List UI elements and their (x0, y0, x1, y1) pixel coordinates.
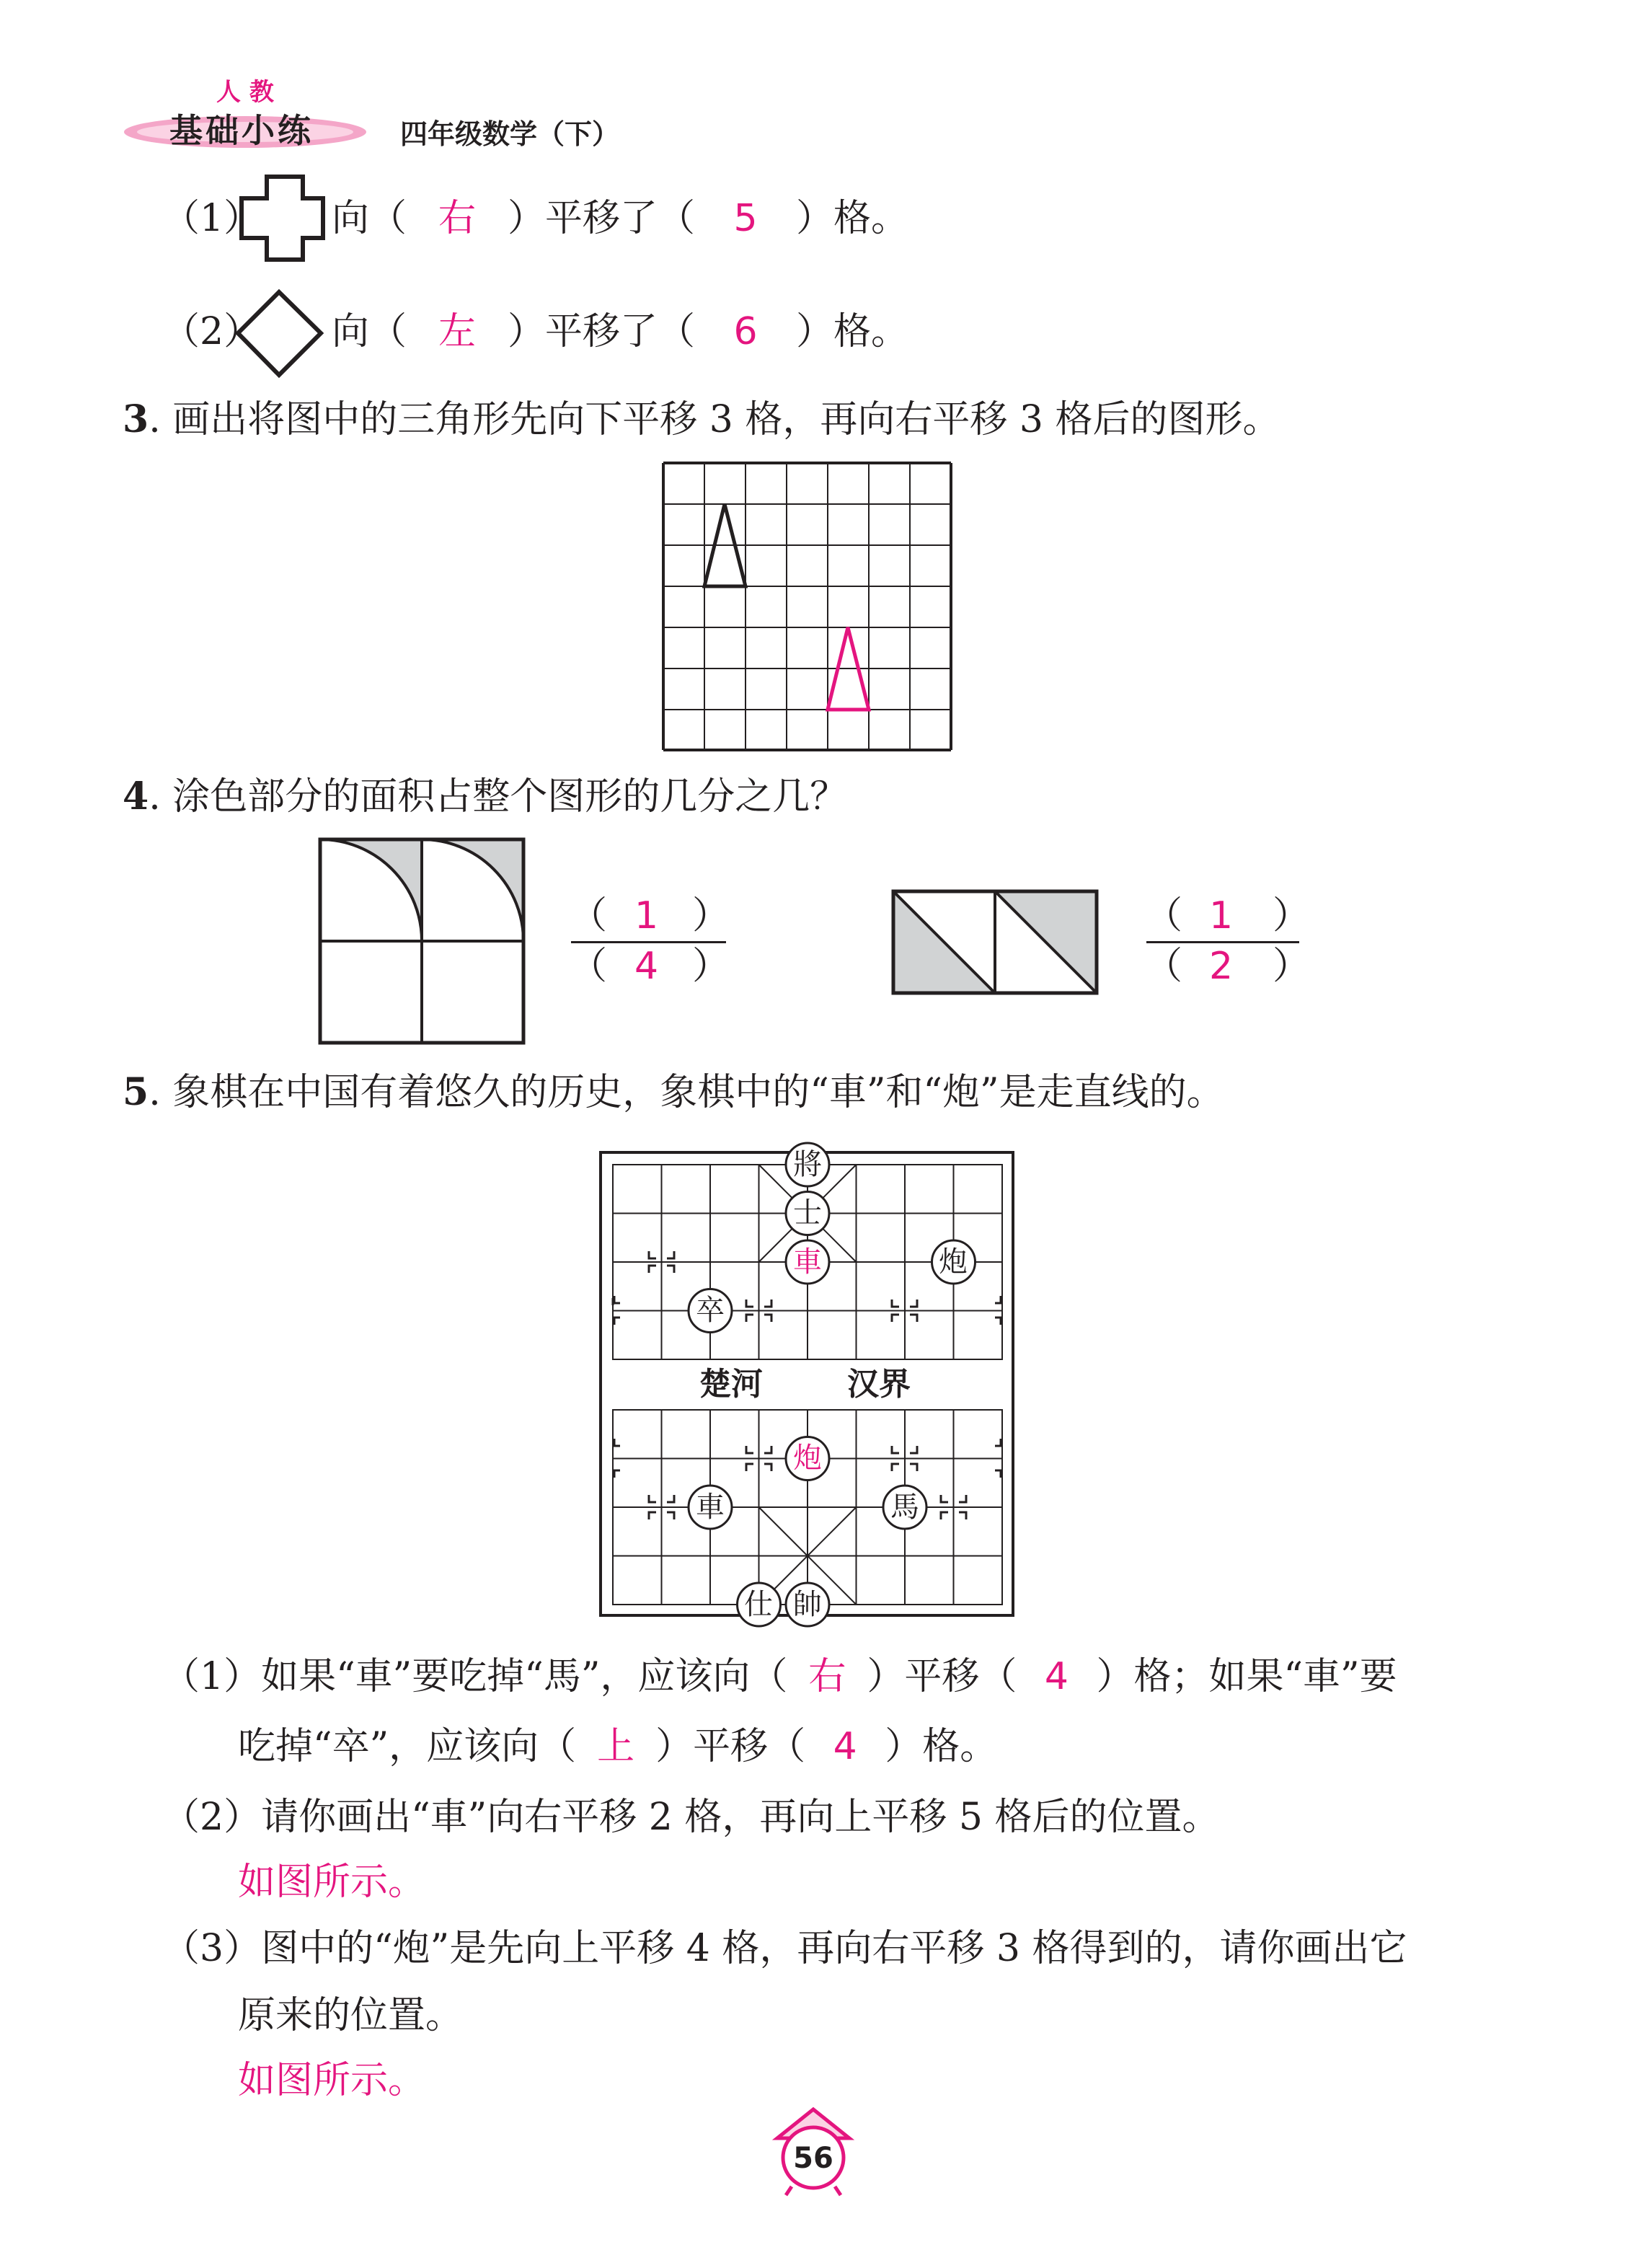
q4-prompt: 4. 涂色部分的面积占整个图形的几分之几？ (123, 775, 848, 818)
q5-sub2-text: （2）请你画出“車”向右平移 2 格，再向上平移 5 格后的位置。 (162, 1796, 1220, 1839)
denominator: 2 (1209, 945, 1234, 988)
piece-ma-label: 馬 (890, 1491, 919, 1524)
chess-board (598, 1150, 1017, 1619)
piece-jiang-label: 將 (793, 1148, 822, 1181)
q3-prompt: 3. 画出将图中的三角形先向下平移 3 格，再向右平移 3 格后的图形。 (123, 397, 1280, 441)
q5-sub1-line2: 吃掉“卒”，应该向（ 上 ）平移（ 4 ）格。 (238, 1725, 998, 1768)
piece-pao-top-label: 炮 (939, 1245, 968, 1279)
item-number: （1） (162, 197, 262, 240)
series-title: 基础小练 (169, 111, 314, 150)
item-number: （2） (162, 310, 262, 353)
answer-direction: 左 (438, 310, 477, 353)
answer-direction: 右 (438, 197, 477, 240)
answer-direction-1: 右 (808, 1655, 846, 1698)
answer-steps-1: 4 (1044, 1655, 1069, 1698)
fraction-bar (571, 941, 726, 943)
piece-shuai-label: 帥 (793, 1588, 822, 1621)
river-left: 楚河 (699, 1366, 763, 1403)
q5-sub1-line1: （1）如果“車”要吃掉“馬”，应该向（ 右 ）平移（ 4 ）格；如果“車”要 (162, 1655, 1397, 1698)
answer-steps-2: 4 (833, 1725, 857, 1768)
piece-shi-top-label: 士 (793, 1196, 822, 1230)
piece-che-bottom-label: 車 (696, 1491, 725, 1524)
denominator: 4 (634, 945, 659, 988)
river-right: 汉界 (847, 1366, 911, 1403)
answer-steps: 5 (733, 197, 758, 240)
answer-steps: 6 (733, 310, 758, 353)
q5-sub3-line1: （3）图中的“炮”是先向上平移 4 格，再向右平移 3 格得到的，请你画出它 (162, 1927, 1407, 1970)
q5-prompt: 5. 象棋在中国有着悠久的历史，象棋中的“車”和“炮”是走直线的。 (123, 1070, 1224, 1114)
piece-shi-bottom-label: 仕 (744, 1588, 773, 1621)
diamond-shape-icon (234, 288, 328, 382)
page-number: 56 (793, 2142, 833, 2175)
publisher-label: 人 教 (216, 78, 274, 107)
fraction-bar (1146, 941, 1299, 943)
q3-grid-figure (662, 462, 965, 757)
piece-zu-label: 卒 (696, 1294, 725, 1327)
grade-subject: 四年级数学（下） (400, 118, 620, 150)
q5-sub3-answer: 如图所示。 (238, 2059, 426, 2102)
piece-pao-red-label: 炮 (793, 1442, 822, 1475)
piece-che-red-label: 車 (793, 1245, 822, 1279)
q4-triangle-figure (890, 888, 1107, 997)
q5-sub2-answer: 如图所示。 (238, 1861, 426, 1904)
answer-direction-2: 上 (597, 1725, 635, 1768)
numerator: 1 (634, 894, 659, 937)
q4-quarter-circle-figure (317, 837, 534, 1053)
numerator: 1 (1209, 894, 1234, 937)
q5-sub3-line2: 原来的位置。 (238, 1994, 464, 2037)
plus-shape-icon (238, 173, 332, 267)
